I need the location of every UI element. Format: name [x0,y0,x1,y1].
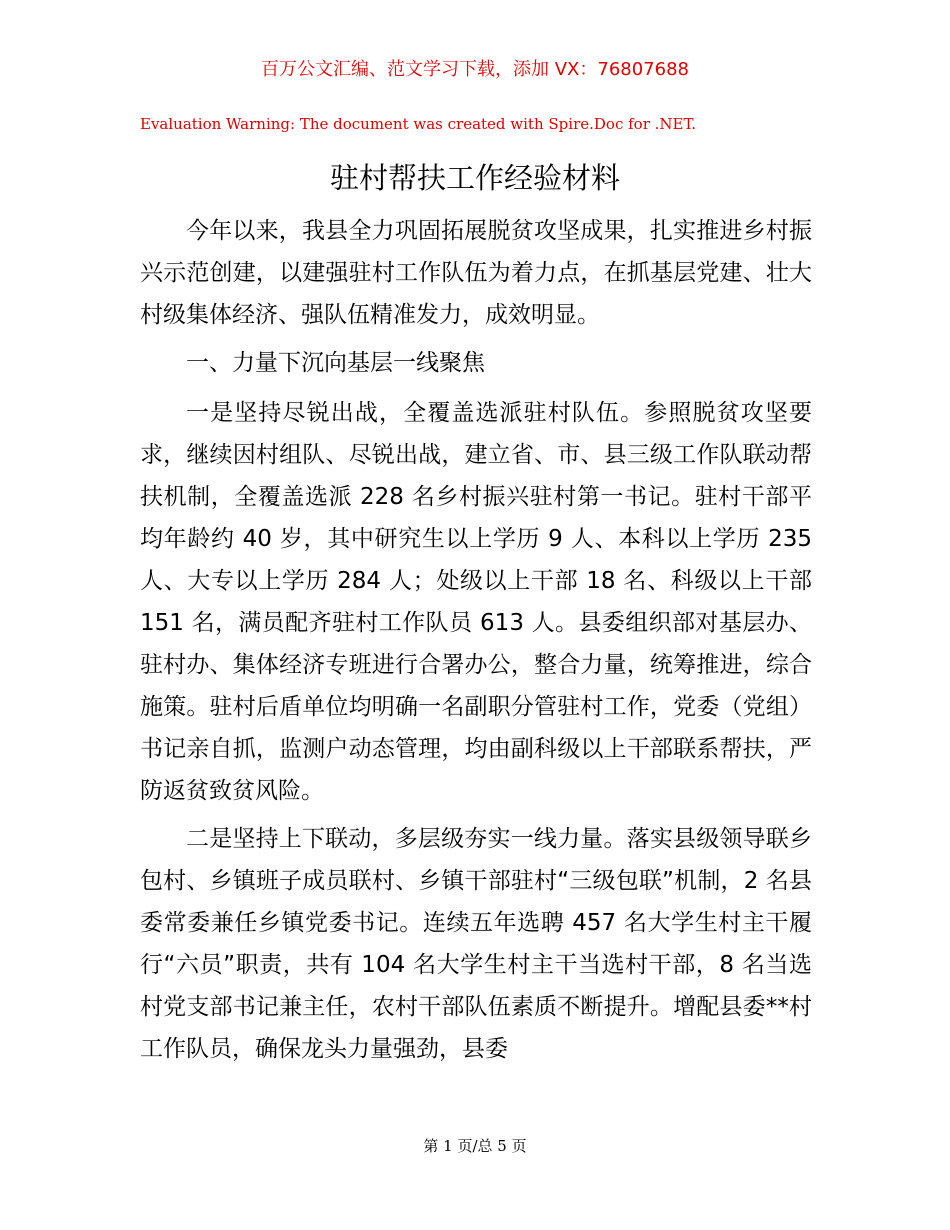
body-paragraph: 一是坚持尽锐出战，全覆盖选派驻村队伍。参照脱贫攻坚要求，继续因村组队、尽锐出战，建立省、市、县三级工作队联动帮扶机制，全覆盖选派 228 名乡村振兴驻村第一书记。驻村干部平均年龄约 40 岁，其中研究生以上学历 9 人、本科以上学历 235 人、大专以上学历 284 人；处级以上干部 18 名、科级以上干部 151 名，满员配齐驻村工作队员 613 人。县委组织部对基层办、驻村办、集体经济专班进行合署办公，整合力量，统筹推进，综合施策。驻村后盾单位均明确一名副职分管驻村工作，党委（党组）书记亲自抓，监测户动态管理，均由副科级以上干部联系帮扶，严防返贫致贫风险。 [140,400,812,804]
evaluation-warning: Evaluation Warning: The document was created with Spire.Doc for .NET. [140,115,697,133]
header-banner: 百万公文汇编、范文学习下载，添加 VX：76807688 [261,59,689,80]
page-number: 第 1 页/总 5 页 [423,1137,527,1155]
document-title: 驻村帮扶工作经验材料 [329,161,620,195]
section-heading: 一、力量下沉向基层一线聚焦 [186,350,485,376]
intro-paragraph: 今年以来，我县全力巩固拓展脱贫攻坚成果，扎实推进乡村振兴示范创建，以建强驻村工作队伍为着力点，在抓基层党建、壮大村级集体经济、强队伍精准发力，成效明显。 [140,218,812,328]
document-body [140,210,812,1076]
body-paragraph: 二是坚持上下联动，多层级夯实一线力量。落实县级领导联乡包村、乡镇班子成员联村、乡镇干部驻村“三级包联”机制，2 名县委常委兼任乡镇党委书记。连续五年选聘 457 名大学生村主干履行“六员”职责，共有 104 名大学生村主干当选村干部，8 名当选村党支部书记兼主任，农村干部队伍素质不断提升。增配县委**村工作队员，确保龙头力量强劲，县委 [140,826,812,1062]
